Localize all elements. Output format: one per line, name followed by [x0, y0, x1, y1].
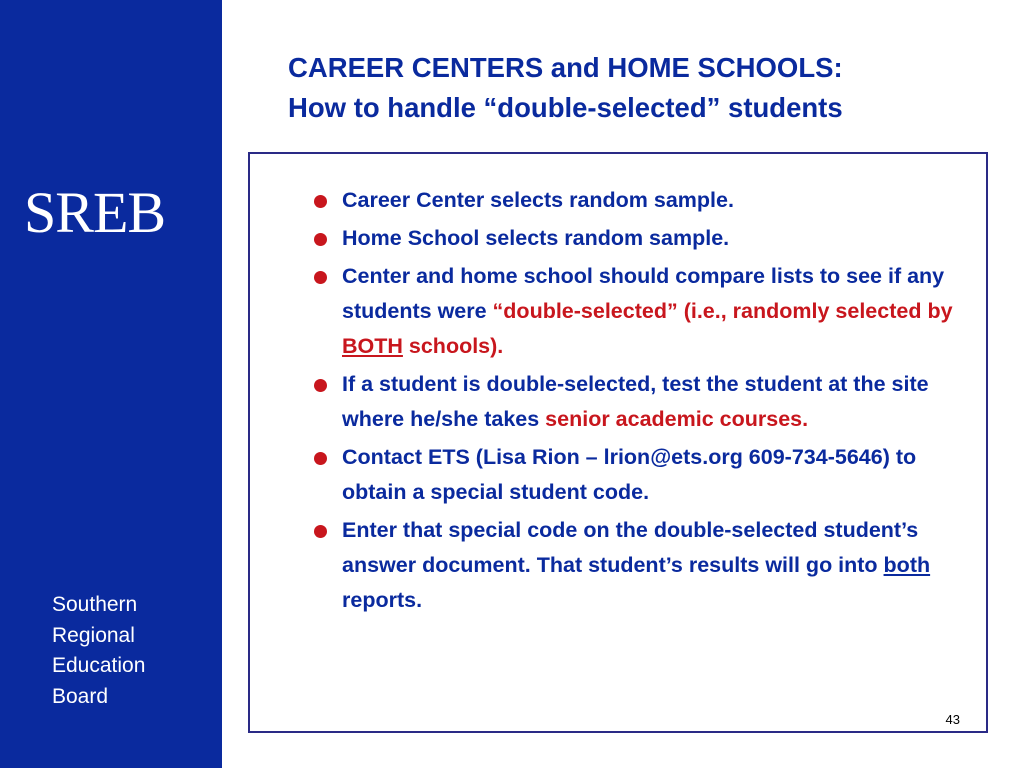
org-name-line: Regional — [52, 623, 135, 647]
bullet-item — [314, 183, 984, 218]
slide-title-line1: CAREER CENTERS and HOME SCHOOLS: — [288, 52, 843, 83]
page-number: 43 — [945, 712, 960, 727]
bullet-dot-icon — [314, 271, 327, 284]
bullet-text: Contact ETS (Lisa Rion – lrion@ets.org 609-734-5646) to obtain a special student code. — [342, 445, 917, 504]
bullet-text: reports. — [342, 588, 423, 612]
bullet-dot-icon — [314, 452, 327, 465]
bullet-list — [314, 183, 984, 621]
bullet-dot-icon — [314, 195, 327, 208]
slide-title — [288, 48, 843, 128]
sreb-logo: SREB — [24, 180, 166, 245]
bullet-item — [314, 221, 984, 256]
bullet-item — [314, 440, 984, 510]
bullet-highlight: schools). — [402, 334, 504, 358]
bullet-item — [314, 513, 984, 618]
org-name-line: Education — [52, 654, 146, 677]
bullet-text: If a student is double-selected, test the student at the site where he/she takes — [342, 372, 929, 431]
slide-title-line2: How to handle “double-selected” students — [288, 92, 843, 123]
bullet-highlight: senior academic courses. — [545, 407, 809, 431]
bullet-text: Enter that special code on the double-selected student’s answer document. That student’s results will go into — [342, 518, 919, 577]
bullet-highlight-underlined: BOTH — [342, 334, 403, 358]
bullet-dot-icon — [314, 379, 327, 392]
bullet-item — [314, 259, 984, 364]
org-name-line: Southern — [52, 593, 138, 616]
org-name — [52, 590, 145, 712]
bullet-text: Career Center selects random sample. — [342, 188, 734, 212]
bullet-highlight: “double-selected” (i.e., randomly selected by — [492, 299, 953, 323]
bullet-dot-icon — [314, 525, 327, 538]
bullet-dot-icon — [314, 233, 327, 246]
sidebar — [0, 0, 222, 768]
bullet-item — [314, 367, 984, 437]
bullet-text: Center and home school should compare lists to see if any students were — [342, 264, 945, 323]
bullet-text: Home School selects random sample. — [342, 226, 730, 250]
bullet-underlined: both — [883, 553, 931, 577]
org-name-line: Board — [52, 684, 109, 708]
